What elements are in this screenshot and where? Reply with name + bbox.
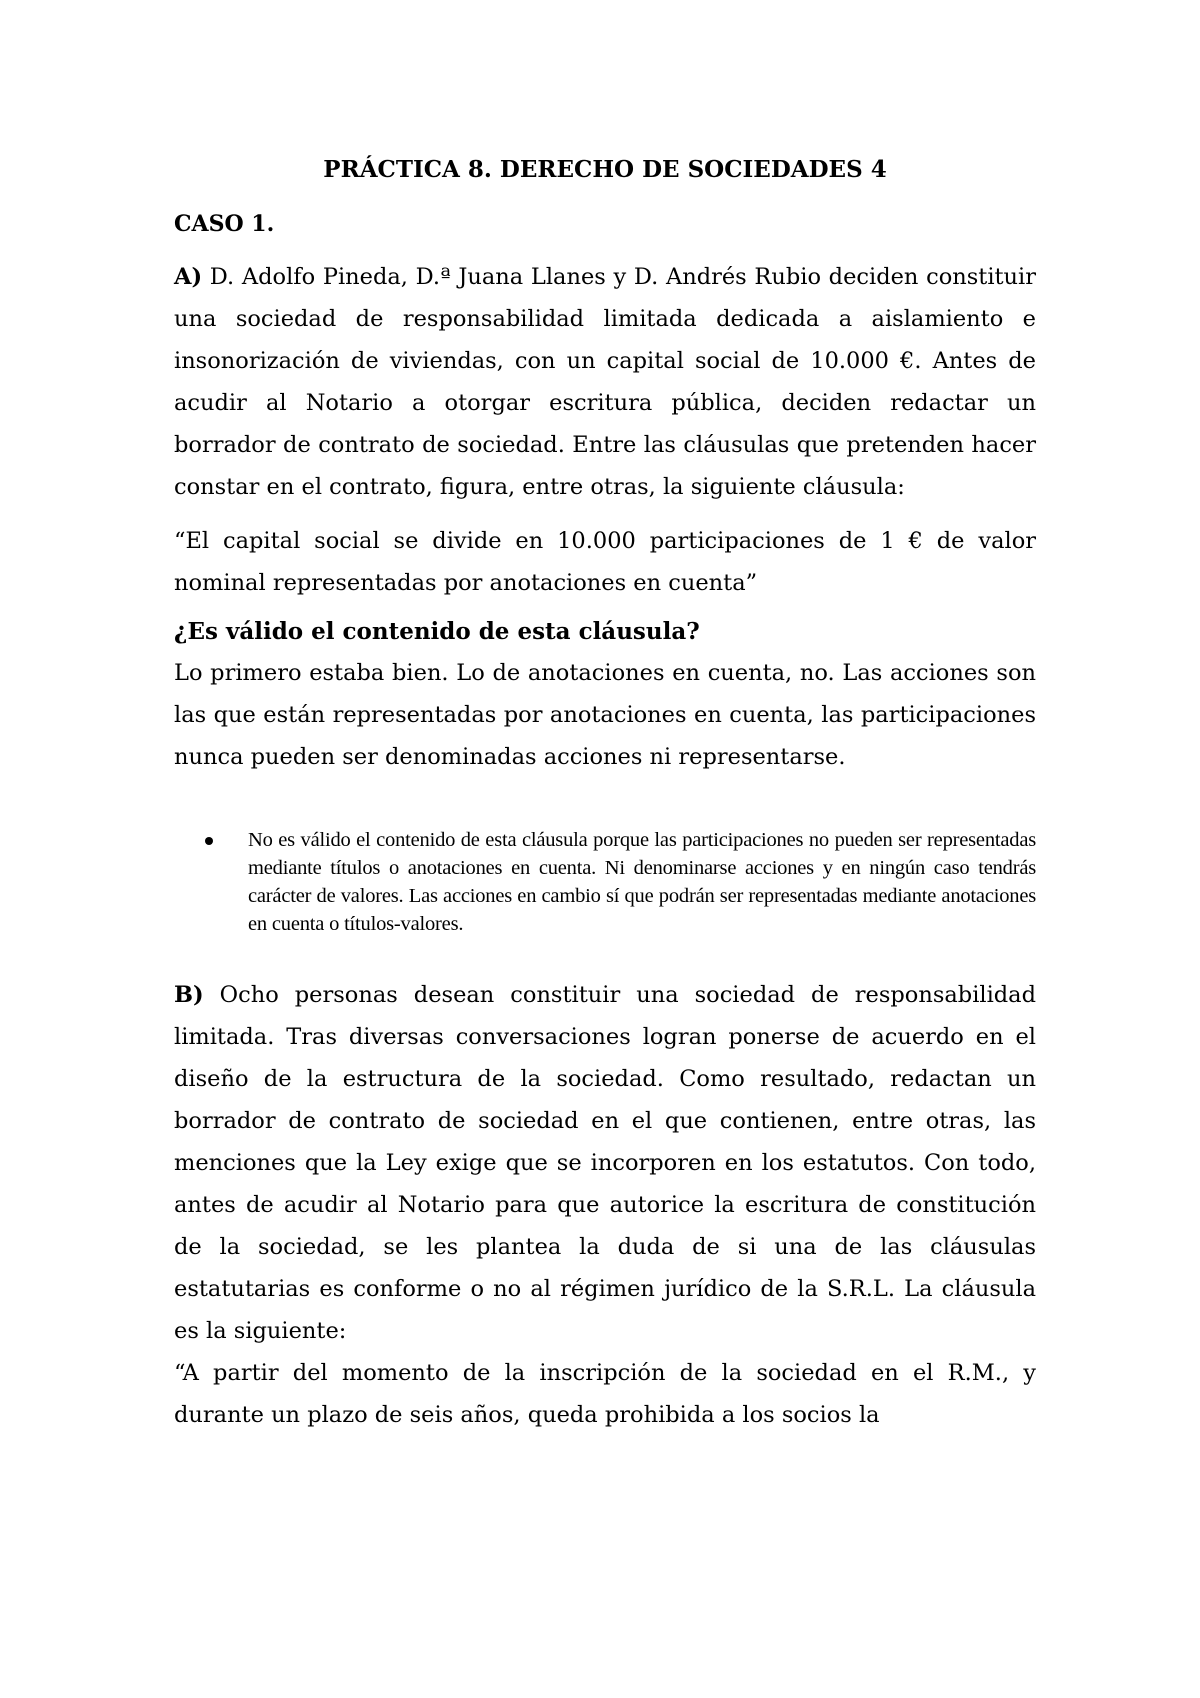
case-heading: CASO 1. xyxy=(174,211,275,237)
answer-bullet-list xyxy=(174,826,1036,938)
document-title: PRÁCTICA 8. DERECHO DE SOCIEDADES 4 xyxy=(323,156,887,183)
list-item xyxy=(248,826,1036,938)
part-b-section xyxy=(174,974,1036,1436)
part-a-clause: “El capital social se divide en 10.000 participaciones de 1 € de valor nominal representadas por anotaciones en cuenta” xyxy=(174,528,1036,596)
part-a-text: D. Adolfo Pineda, D.ª Juana Llanes y D. Andrés Rubio deciden constituir una sociedad de responsabilidad limitada dedicada a aislamiento e insonorización de viviendas, con un capital social de 10.000 €. Antes de acudir al Notario a otorgar escritura pública, deciden redactar un borrador de contrato de sociedad. Entre las cláusulas que pretenden hacer constar en el contrato, figura, entre otras, la siguiente cláusula: xyxy=(174,264,1036,500)
part-b-text: Ocho personas desean constituir una sociedad de responsabilidad limitada. Tras diversas conversaciones logran ponerse de acuerdo en el diseño de la estructura de la sociedad. Como resultado, redactan un borrador de contrato de sociedad en el que contienen, entre otras, las menciones que la Ley exige que se incorporen en los estatutos. Con todo, antes de acudir al Notario para que autorice la escritura de constitución de la sociedad, se les plantea la duda de si una de las cláusulas estatutarias es conforme o no al régimen jurídico de la S.R.L. La cláusula es la siguiente: xyxy=(174,982,1036,1344)
part-a-answer: Lo primero estaba bien. Lo de anotaciones en cuenta, no. Las acciones son las que están representadas por anotaciones en cuenta, las participaciones nunca pueden ser denominadas acciones ni representarse. xyxy=(174,660,1036,770)
bullet-text: No es válido el contenido de esta cláusula porque las participaciones no pueden ser representadas mediante títulos o anotaciones en cuenta. Ni denominarse acciones y en ningún caso tendrás carácter de valores. Las acciones en cambio sí que podrán ser representadas mediante anotaciones en cuenta o títulos-valores. xyxy=(248,829,1036,935)
bullet-icon xyxy=(205,837,213,845)
part-a-question: ¿Es válido el contenido de esta cláusula? xyxy=(174,618,700,645)
part-a-paragraph xyxy=(174,256,1036,508)
part-b-paragraph xyxy=(174,974,1036,1352)
part-a-label: A) xyxy=(174,264,203,290)
document-body xyxy=(174,150,1036,1436)
part-b-clause: “A partir del momento de la inscripción de la sociedad en el R.M., y durante un plazo de seis años, queda prohibida a los socios la xyxy=(174,1360,1036,1428)
part-b-label: B) xyxy=(174,982,204,1008)
